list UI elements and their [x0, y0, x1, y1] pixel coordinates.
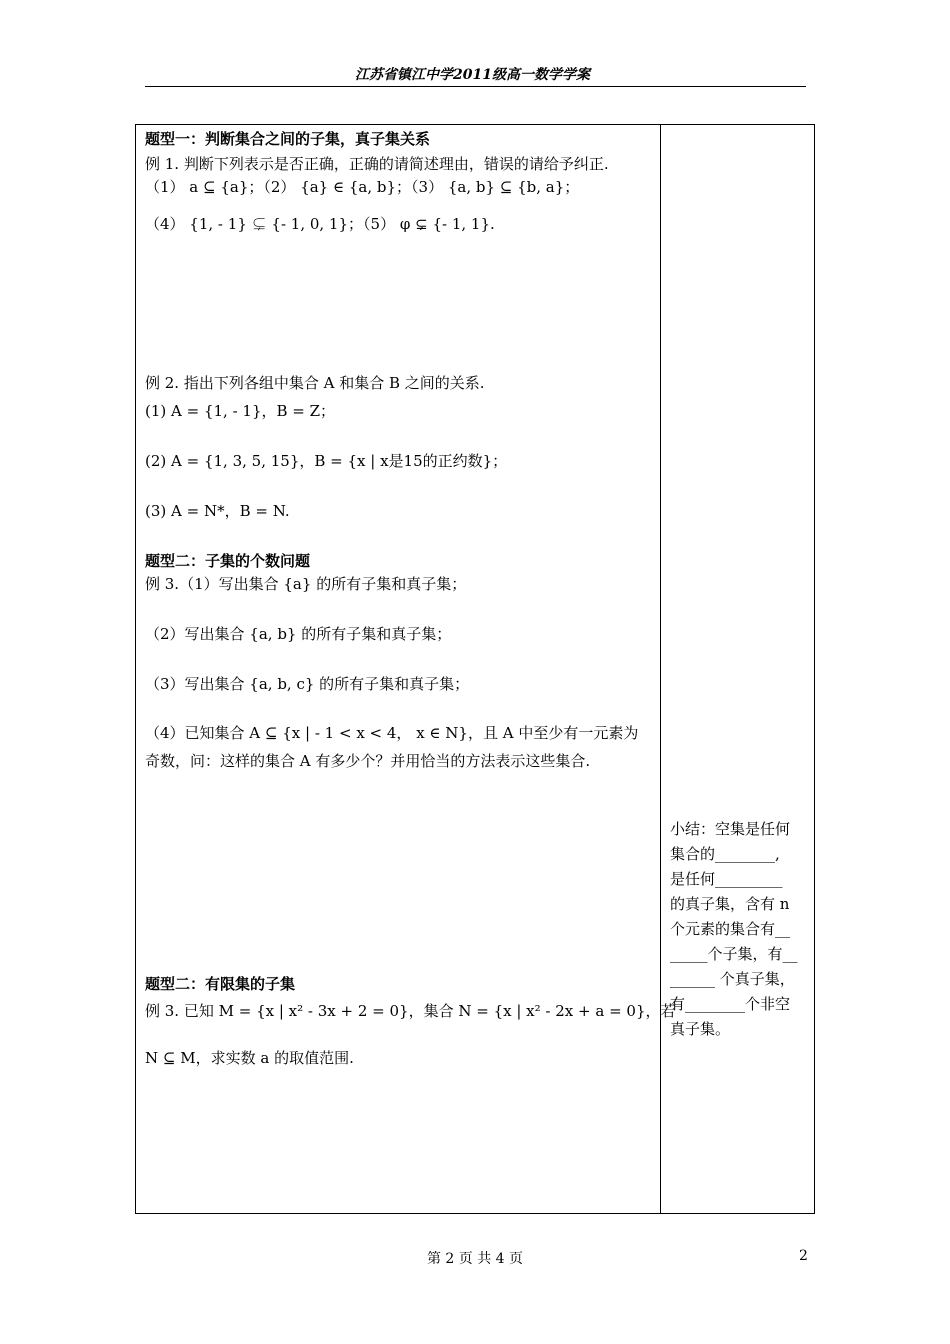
example-2-text: 例 2. 指出下列各组中集合 A 和集合 B 之间的关系.: [145, 374, 485, 392]
example-3-line-3: （3）写出集合 {a, b, c} 的所有子集和真子集；: [145, 675, 470, 693]
example-3-line-2: （2）写出集合 {a, b} 的所有子集和真子集；: [145, 625, 452, 643]
section-title-1: 题型一：判断集合之间的子集，真子集关系: [145, 130, 431, 148]
example-4-line-1: 例 3. 已知 M = {x | x² - 3x + 2 = 0}，集合 N = {x | x² - 2x + a = 0}，若: [145, 1002, 676, 1020]
example-2-line-3: (3) A = N*，B = N.: [145, 502, 290, 520]
summary-line: 有________个非空: [670, 995, 791, 1013]
example-1-line-1: （1） a ⊆ {a}；（2） {a} ∈ {a, b}；（3） {a, b} ⊆ {b, a}；: [145, 178, 580, 196]
summary-line: 个元素的集合有__: [670, 920, 791, 938]
example-2-line-2: (2) A = {1, 3, 5, 15}，B = {x | x是15的正约数}；: [145, 452, 508, 470]
example-3-line-4: （4）已知集合 A ⊆ {x | - 1 < x < 4， x ∈ N}，且 A 中至少有一元素为: [145, 724, 639, 742]
example-3-line-5: 奇数，问：这样的集合 A 有多少个？并用恰当的方法表示这些集合.: [145, 752, 591, 770]
header-rule: [145, 86, 806, 87]
summary-line: 集合的________,: [670, 845, 780, 863]
example-4-line-2: N ⊆ M，求实数 a 的取值范围.: [145, 1049, 354, 1067]
summary-line: 的真子集，含有 n: [670, 895, 790, 913]
section-title-2: 题型二：子集的个数问题: [145, 552, 311, 570]
page-header: 江苏省镇江中学2011级高一数学学案: [355, 67, 590, 83]
summary-line: 是任何_________: [670, 870, 783, 888]
summary-line: 真子集。: [670, 1020, 731, 1038]
example-1-line-2: （4） {1, - 1} ⊊ {- 1, 0, 1}；（5） φ ⊊ {- 1, 1}.: [145, 215, 495, 233]
example-2-line-1: (1) A = {1, - 1}，B = Z；: [145, 402, 336, 420]
example-3-line-1: 例 3.（1）写出集合 {a} 的所有子集和真子集；: [145, 575, 467, 593]
example-1-text: 例 1. 判断下列表示是否正确，正确的请简述理由，错误的请给予纠正.: [145, 155, 609, 173]
column-divider: [660, 124, 661, 1214]
page-footer: 第 2 页 共 4 页: [426, 1251, 524, 1267]
summary-line: ______ 个真子集，: [670, 970, 795, 988]
summary-line: _____个子集，有__: [670, 945, 798, 963]
page-number: 2: [799, 1248, 808, 1264]
section-title-3: 题型二：有限集的子集: [145, 975, 296, 993]
summary-line: 小结：空集是任何: [670, 820, 791, 838]
summary-sidebar: [670, 817, 806, 1042]
